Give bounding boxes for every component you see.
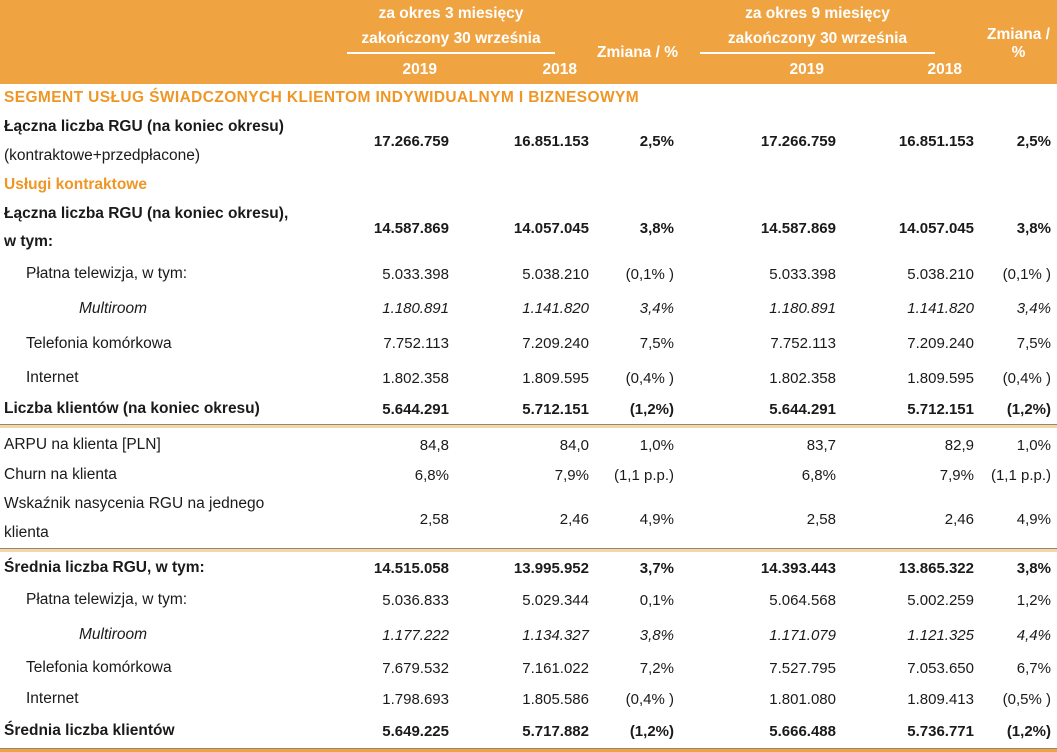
value-9m-2018: 13.865.322: [898, 559, 974, 577]
value-9m-2019: 7.752.113: [770, 335, 836, 353]
value-3m-2019: 14.587.869: [373, 219, 449, 237]
change-9m: 1,2%: [1016, 591, 1051, 609]
change-3m: 3,8%: [639, 219, 674, 237]
change-9m: 3,4%: [1016, 300, 1051, 318]
value-3m-2019: 14.515.058: [373, 559, 449, 577]
value-3m-2018: 5.712.151: [522, 401, 589, 419]
value-3m-2019: 1.798.693: [382, 691, 449, 709]
value-9m-2019: 1.802.358: [769, 369, 836, 387]
value-9m-2019: 5.064.568: [769, 591, 836, 609]
value-9m-2019: 5.666.488: [769, 722, 836, 740]
change-9m: 4,9%: [1016, 510, 1051, 528]
table-row: [0, 490, 1057, 548]
value-9m-2019: 1.801.080: [769, 691, 836, 709]
table-row: [0, 113, 1057, 171]
period-9m-line2: zakończony 30 września: [700, 30, 935, 54]
change-3m: (1,2%): [629, 401, 674, 419]
change-3m: 2,5%: [639, 133, 674, 151]
change-9m: (0,5% ): [1002, 691, 1051, 709]
value-9m-2018: 7.209.240: [907, 335, 974, 353]
year-2018-3m: 2018: [455, 56, 595, 84]
value-3m-2019: 5.644.291: [382, 401, 449, 419]
value-3m-2018: 1.805.586: [522, 691, 589, 709]
metric-label: Płatna telewizja, w tym:: [26, 590, 188, 608]
change-3m: 3,4%: [639, 300, 674, 318]
change-9m: (1,1 p.p.): [990, 466, 1051, 484]
value-9m-2018: 1.809.413: [907, 691, 974, 709]
value-9m-2018: 7,9%: [939, 466, 974, 484]
value-9m-2019: 5.033.398: [769, 265, 836, 283]
value-3m-2019: 5.649.225: [382, 722, 449, 740]
value-3m-2018: 5.029.344: [522, 591, 589, 609]
value-3m-2018: 2,46: [559, 510, 589, 528]
value-9m-2018: 5.038.210: [907, 265, 974, 283]
table-row: [0, 618, 1057, 653]
value-3m-2019: 7.679.532: [382, 660, 449, 678]
header-label-spacer: [0, 0, 345, 84]
change-3m: 3,7%: [639, 559, 674, 577]
section-title-row: [0, 84, 1057, 113]
value-3m-2018: 16.851.153: [513, 133, 589, 151]
value-9m-2019: 1.180.891: [769, 300, 836, 318]
table-row: [0, 460, 1057, 490]
metric-label: Łączna liczba RGU (na koniec okresu) (kontraktowe+przedpłacone): [4, 118, 284, 164]
table-row: [0, 685, 1057, 715]
value-3m-2018: 7.209.240: [522, 335, 589, 353]
metric-label: Internet: [26, 369, 79, 386]
change-3m: (1,2%): [629, 722, 674, 740]
metric-label: Płatna telewizja, w tym:: [26, 265, 188, 282]
value-3m-2018: 13.995.952: [513, 559, 589, 577]
value-9m-2018: 82,9: [944, 436, 974, 454]
value-9m-2019: 2,58: [806, 510, 836, 528]
header-change-3m: Zmiana / %: [595, 0, 680, 84]
table-footer: [0, 748, 1057, 752]
table-row: [0, 395, 1057, 424]
value-3m-2018: 1.134.327: [522, 626, 589, 644]
change-9m: 3,8%: [1016, 219, 1051, 237]
value-9m-2019: 6,8%: [801, 466, 836, 484]
value-3m-2018: 7.161.022: [522, 660, 589, 678]
subsection-title-row: [0, 171, 1057, 200]
metric-label: Średnia liczba RGU, w tym:: [4, 559, 205, 577]
change-3m: 1,0%: [639, 436, 674, 454]
value-9m-2018: 5.712.151: [907, 401, 974, 419]
value-3m-2018: 7,9%: [554, 466, 589, 484]
header-row-period: [0, 0, 1057, 28]
value-3m-2018: 5.038.210: [522, 265, 589, 283]
value-3m-2019: 1.177.222: [382, 626, 449, 644]
value-3m-2019: 84,8: [419, 436, 449, 454]
table-row: [0, 715, 1057, 748]
period-3m-line1: za okres 3 miesięcy: [378, 5, 524, 22]
change-9m: 6,7%: [1016, 660, 1051, 678]
year-2019-9m: 2019: [680, 56, 842, 84]
metric-label: ARPU na klienta [PLN]: [4, 435, 161, 453]
table-row: [0, 361, 1057, 395]
change-3m: 4,9%: [639, 510, 674, 528]
change-9m: 3,8%: [1016, 559, 1051, 577]
value-3m-2018: 1.809.595: [522, 369, 589, 387]
change-3m: (0,4% ): [625, 369, 674, 387]
value-3m-2018: 5.717.882: [522, 722, 589, 740]
value-9m-2019: 1.171.079: [769, 626, 836, 644]
header-period-9m: [680, 0, 980, 28]
value-9m-2018: 1.809.595: [907, 369, 974, 387]
change-9m: (0,1% ): [1002, 265, 1051, 283]
change-9m: (1,2%): [1006, 722, 1051, 740]
change-9m: 7,5%: [1016, 335, 1051, 353]
value-3m-2019: 5.036.833: [382, 591, 449, 609]
value-3m-2019: 1.180.891: [382, 300, 449, 318]
header-change-9m: Zmiana / %: [980, 0, 1057, 84]
table-row: [0, 583, 1057, 618]
change-9m: 2,5%: [1016, 133, 1051, 151]
change-3m: (0,4% ): [625, 691, 674, 709]
value-9m-2019: 5.644.291: [769, 401, 836, 419]
table-header: [0, 0, 1057, 84]
year-2019-3m: 2019: [345, 56, 455, 84]
table-row: [0, 653, 1057, 685]
section-title: SEGMENT USŁUG ŚWIADCZONYCH KLIENTOM INDYWIDUALNYM I BIZNESOWYM: [4, 89, 640, 106]
table-row: [0, 257, 1057, 291]
value-9m-2018: 16.851.153: [898, 133, 974, 151]
value-3m-2018: 14.057.045: [513, 219, 589, 237]
metric-label: Internet: [26, 690, 79, 708]
metric-label: Liczba klientów (na koniec okresu): [4, 400, 260, 418]
value-3m-2019: 6,8%: [414, 466, 449, 484]
year-2018-9m: 2018: [842, 56, 980, 84]
table-row: [0, 291, 1057, 326]
change-3m: 7,2%: [639, 660, 674, 678]
value-3m-2019: 7.752.113: [383, 335, 449, 353]
value-3m-2019: 1.802.358: [382, 369, 449, 387]
header-ended-9m: [680, 28, 980, 56]
value-9m-2018: 5.736.771: [907, 722, 974, 740]
table-row: [0, 199, 1057, 257]
metric-label: Multiroom: [79, 299, 148, 317]
value-9m-2018: 5.002.259: [907, 591, 974, 609]
value-3m-2018: 1.141.820: [522, 300, 589, 318]
value-9m-2019: 14.587.869: [760, 219, 836, 237]
value-9m-2019: 7.527.795: [769, 660, 836, 678]
change-3m: 3,8%: [639, 626, 674, 644]
change-3m: (1,1 p.p.): [613, 466, 674, 484]
value-9m-2018: 2,46: [944, 510, 974, 528]
value-9m-2018: 7.053.650: [907, 660, 974, 678]
change-9m: (1,2%): [1006, 401, 1051, 419]
metric-label: Średnia liczba klientów: [4, 721, 175, 739]
table-row: [0, 326, 1057, 361]
metric-label: Churn na klienta: [4, 465, 117, 483]
metric-label: Multiroom: [79, 625, 148, 643]
metric-label: Telefonia komórkowa: [26, 659, 172, 677]
value-9m-2019: 17.266.759: [760, 133, 836, 151]
table-row: [0, 554, 1057, 583]
value-9m-2019: 14.393.443: [760, 559, 836, 577]
value-9m-2019: 83,7: [806, 436, 836, 454]
period-3m-line2: zakończony 30 września: [347, 30, 555, 54]
bottom-rule: [0, 748, 1057, 752]
period-9m-line1: za okres 9 miesięcy: [745, 5, 890, 22]
value-9m-2018: 14.057.045: [898, 219, 974, 237]
header-period-3m: [345, 0, 595, 28]
value-3m-2019: 2,58: [419, 510, 449, 528]
value-9m-2018: 1.141.820: [907, 300, 974, 318]
table-row: [0, 430, 1057, 460]
value-3m-2018: 84,0: [559, 436, 589, 454]
change-9m: 1,0%: [1016, 436, 1051, 454]
value-9m-2018: 1.121.325: [907, 626, 974, 644]
metric-label: Telefonia komórkowa: [26, 334, 172, 352]
metric-label: Wskaźnik nasycenia RGU na jednego klienta: [4, 495, 265, 542]
value-3m-2019: 17.266.759: [373, 133, 449, 151]
change-3m: (0,1% ): [625, 265, 674, 283]
metric-label: Łączna liczba RGU (na koniec okresu), w tym:: [4, 204, 289, 251]
change-9m: 4,4%: [1016, 626, 1051, 644]
change-9m: (0,4% ): [1002, 369, 1051, 387]
subsection-title: Usługi kontraktowe: [4, 175, 147, 193]
change-3m: 7,5%: [639, 335, 674, 353]
change-3m: 0,1%: [639, 591, 674, 609]
value-3m-2019: 5.033.398: [382, 265, 449, 283]
header-ended-3m: [345, 28, 595, 56]
